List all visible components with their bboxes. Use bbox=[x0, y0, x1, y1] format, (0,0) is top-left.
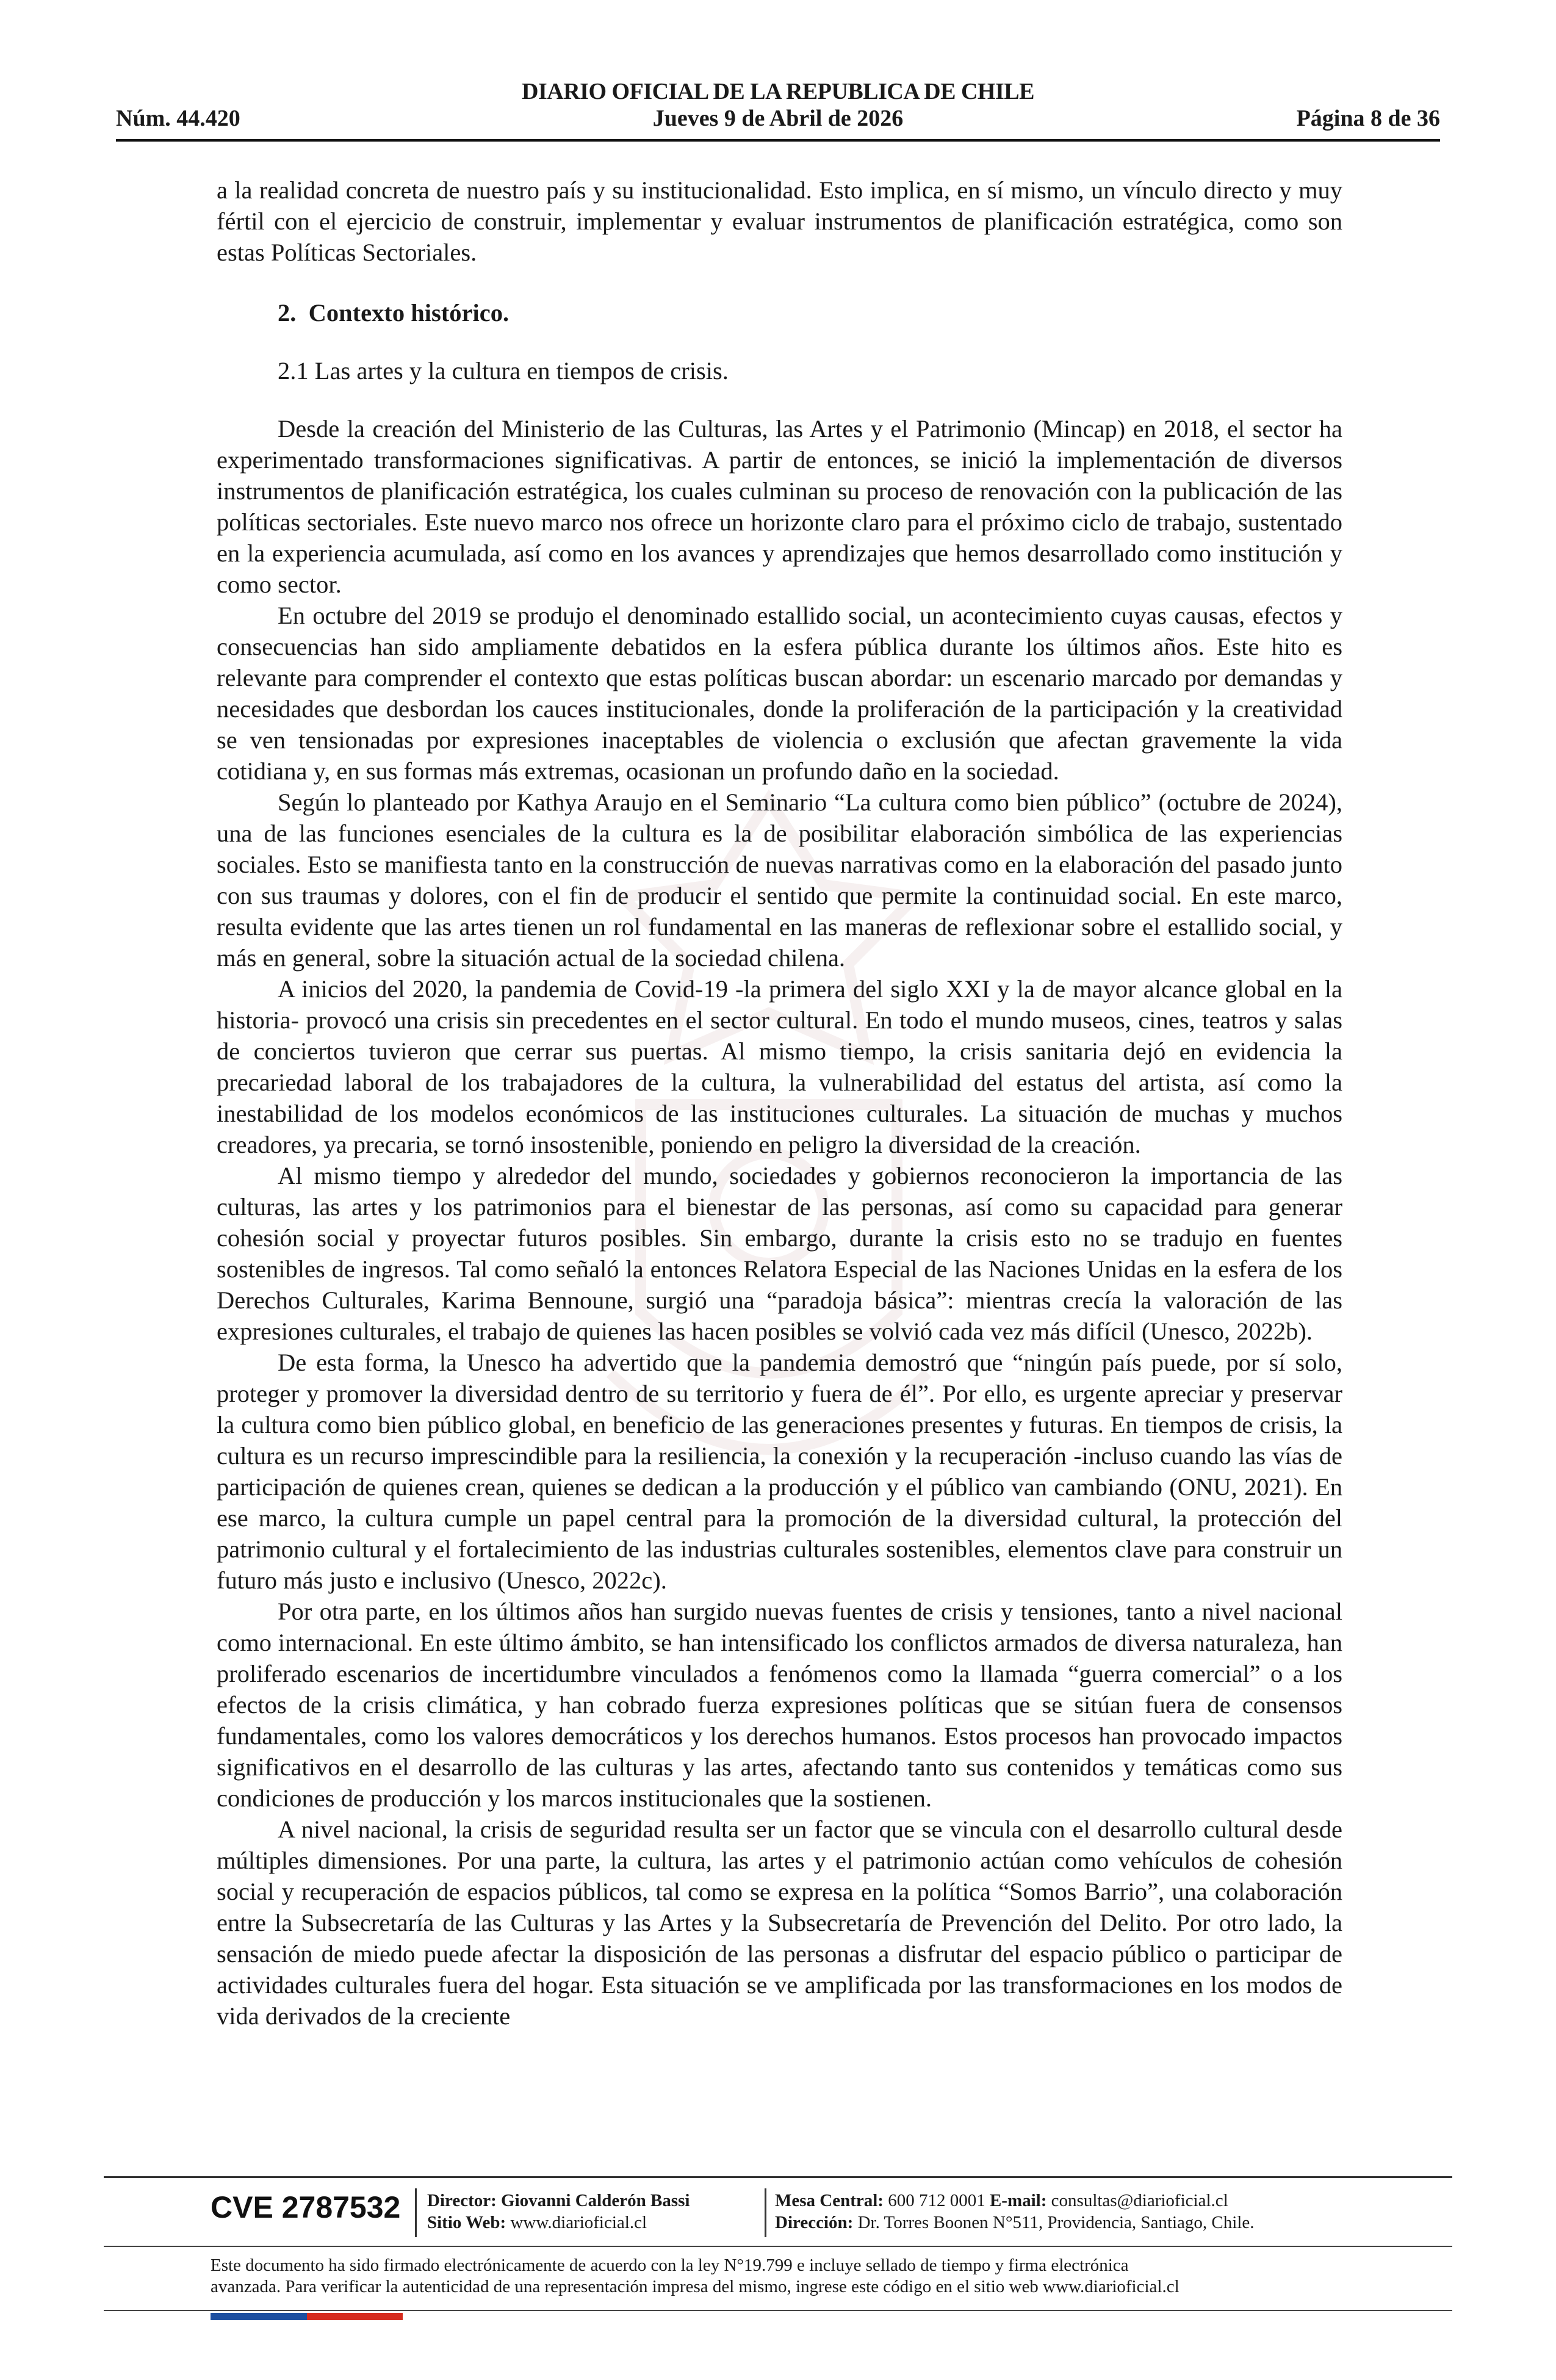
flag-stripe-blue bbox=[211, 2313, 307, 2320]
legal-line: Este documento ha sido firmado electrónicamente de acuerdo con la ley N°19.799 e incluye sellado de tiempo y firma electrónica bbox=[211, 2256, 1129, 2275]
director-label: Director: bbox=[427, 2191, 497, 2210]
website-link[interactable]: www.diarioficial.cl bbox=[510, 2213, 647, 2232]
contact-info bbox=[775, 2190, 1254, 2234]
body-paragraph: Al mismo tiempo y alrededor del mundo, sociedades y gobiernos reconocieron la importancia de las culturas, las artes y los patrimonios para el bienestar de las personas, así como su capacidad para generar cohesión social y proyectar futuros posibles. Sin embargo, durante la crisis esto no se tradujo en fuentes sostenibles de ingresos. Tal como señaló la entonces Relatora Especial de las Naciones Unidas en la esfera de los Derechos Culturales, Karima Bennoune, surgió una “paradoja básica”: mientras crecía la valoración de las expresiones culturales, el trabajo de quienes las hacen posibles se volvió cada vez más difícil (Unesco, 2022b). bbox=[217, 1162, 1342, 1345]
flag-stripe-red bbox=[307, 2313, 403, 2320]
website-label: Sitio Web: bbox=[427, 2213, 506, 2232]
email-link[interactable]: consultas@diarioficial.cl bbox=[1051, 2191, 1228, 2210]
address-value: Dr. Torres Boonen N°511, Providencia, Santiago, Chile. bbox=[857, 2213, 1255, 2232]
page-indicator: Página 8 de 36 bbox=[1296, 106, 1440, 131]
address-label: Dirección: bbox=[775, 2213, 854, 2232]
director-info bbox=[427, 2190, 690, 2234]
document-body bbox=[217, 175, 1342, 2032]
body-paragraph: A inicios del 2020, la pandemia de Covid-19 -la primera del siglo XXI y la de mayor alcance global en la historia- provocó una crisis sin precedentes en el sector cultural. En todo el mundo museos, cines, teatros y salas de conciertos tuvieron que cerrar sus puertas. Al mismo tiempo, la crisis sanitaria dejó en evidencia la precariedad laboral de los trabajadores de la cultura, la vulnerabilidad del estatus del artista, así como la inestabilidad de los modelos económicos de las instituciones culturales. La situación de muchas y muchos creadores, ya precaria, se tornó insostenible, poniendo en peligro la diversidad de la creación. bbox=[217, 975, 1342, 1158]
footer-divider bbox=[104, 2246, 1452, 2247]
issue-number: Núm. 44.420 bbox=[116, 106, 240, 131]
body-paragraph: A nivel nacional, la crisis de seguridad resulta ser un factor que se vincula con el desarrollo cultural desde múltiples dimensiones. Por una parte, la cultura, las artes y el patrimonio actúan como vehículos de cohesión social y recuperación de espacios públicos, tal como se expresa en la política “Somos Barrio”, una colaboración entre la Subsecretaría de las Culturas y las Artes y la Subsecretaría de Prevención del Delito. Por otro lado, la sensación de miedo puede afectar la disposición de las personas a disfrutar del espacio público o participar de actividades culturales fuera del hogar. Esta situación se ve amplificada por las transformaciones en los modos de vida derivados de la creciente bbox=[217, 1816, 1342, 2030]
flag-stripe bbox=[211, 2313, 403, 2320]
body-paragraph: Desde la creación del Ministerio de las Culturas, las Artes y el Patrimonio (Mincap) en 2018, el sector ha experimentado transformaciones significativas. A partir de entonces, se inició la implementación de diversos instrumentos de planificación estratégica, los cuales culminan su proceso de renovación con la publicación de las políticas sectoriales. Este nuevo marco nos ofrece un horizonte claro para el próximo ciclo de trabajo, sustentado en la experiencia acumulada, así como en los avances y aprendizajes que hemos desarrollado como institución y como sector. bbox=[217, 415, 1342, 598]
section-heading: 2. Contexto histórico. bbox=[278, 299, 510, 326]
issue-date: Jueves 9 de Abril de 2026 bbox=[652, 106, 904, 131]
body-paragraph: Según lo planteado por Kathya Araujo en el Seminario “La cultura como bien público” (octubre de 2024), una de las funciones esenciales de la cultura es la de posibilitar elaboración simbólica de las experiencias sociales. Esto se manifiesta tanto en la construcción de nuevas narrativas como en la elaboración del pasado junto con sus traumas y dolores, con el fin de producir el sentido que permite la continuidad social. En este marco, resulta evidente que las artes tienen un rol fundamental en las maneras de reflexionar sobre el estallido social, y más en general, sobre la situación actual de la sociedad chilena. bbox=[217, 788, 1342, 972]
footer-divider bbox=[104, 2176, 1452, 2178]
director-name: Giovanni Calderón Bassi bbox=[501, 2191, 690, 2210]
intro-paragraph: a la realidad concreta de nuestro país y su institucionalidad. Esto implica, en sí mismo, un vínculo directo y muy fértil con el ejercicio de construir, implementar y evaluar instrumentos de planificación estratégica, como son estas Políticas Sectoriales. bbox=[217, 176, 1342, 266]
subsection-heading: 2.1 Las artes y la cultura en tiempos de crisis. bbox=[278, 357, 729, 384]
body-paragraph: Por otra parte, en los últimos años han surgido nuevas fuentes de crisis y tensiones, tanto a nivel nacional como internacional. En este último ámbito, se han intensificado los conflictos armados de diversa naturaleza, han proliferado escenarios de incertidumbre vinculados a fenómenos como la llamada “guerra comercial” o a los efectos de la crisis climática, y han cobrado fuerza expresiones políticas que se sitúan fuera de consensos fundamentales, como los valores democráticos y los derechos humanos. Estos procesos han provocado impactos significativos en el desarrollo de las culturas y las artes, afectando tanto sus contenidos y temáticas como sus condiciones de producción y los marcos institucionales que la sostienen. bbox=[217, 1598, 1342, 1812]
body-paragraph: En octubre del 2019 se produjo el denominado estallido social, un acontecimiento cuyas causas, efectos y consecuencias han sido ampliamente debatidos en la esfera pública durante los últimos años. Este hito es relevante para comprender el contexto que estas políticas buscan abordar: un escenario marcado por demandas y necesidades que desbordan los cauces institucionales, donde la proliferación de la participación y la creatividad se ven tensionadas por expresiones inaceptables de violencia o exclusión que afectan gravemente la vida cotidiana y, en sus formas más extremas, ocasionan un profundo daño en la sociedad. bbox=[217, 602, 1342, 785]
header-divider bbox=[116, 139, 1440, 142]
footer-separator bbox=[415, 2188, 417, 2237]
phone-label: Mesa Central: bbox=[775, 2191, 884, 2210]
phone-number: 600 712 0001 bbox=[888, 2191, 985, 2210]
footer-divider bbox=[104, 2310, 1452, 2311]
email-label: E-mail: bbox=[989, 2191, 1047, 2210]
legal-notice bbox=[211, 2255, 1345, 2298]
newspaper-title: DIARIO OFICIAL DE LA REPUBLICA DE CHILE bbox=[522, 79, 1034, 104]
body-paragraph: De esta forma, la Unesco ha advertido que la pandemia demostró que “ningún país puede, por sí solo, proteger y promover la diversidad dentro de su territorio y fuera de él”. Por ello, es urgente apreciar y preservar la cultura como bien público global, en beneficio de las generaciones presentes y futuras. En tiempos de crisis, la cultura es un recurso imprescindible para la resiliencia, la conexión y la recuperación -incluso cuando las vías de participación de quienes crean, quienes se dedican a la producción y el público van cambiando (ONU, 2021). En ese marco, la cultura cumple un papel central para la promoción de la diversidad cultural, la protección del patrimonio cultural y el fortalecimiento de las industrias culturales sostenibles, elementos clave para construir un futuro más justo e inclusivo (Unesco, 2022c). bbox=[217, 1349, 1342, 1594]
cve-code: CVE 2787532 bbox=[211, 2190, 401, 2224]
footer-separator bbox=[765, 2188, 766, 2237]
page-header bbox=[116, 73, 1440, 146]
legal-line: avanzada. Para verificar la autenticidad de una representación impresa del mismo, ingrese este código en el sitio web www.diarioficial.cl bbox=[211, 2277, 1180, 2296]
